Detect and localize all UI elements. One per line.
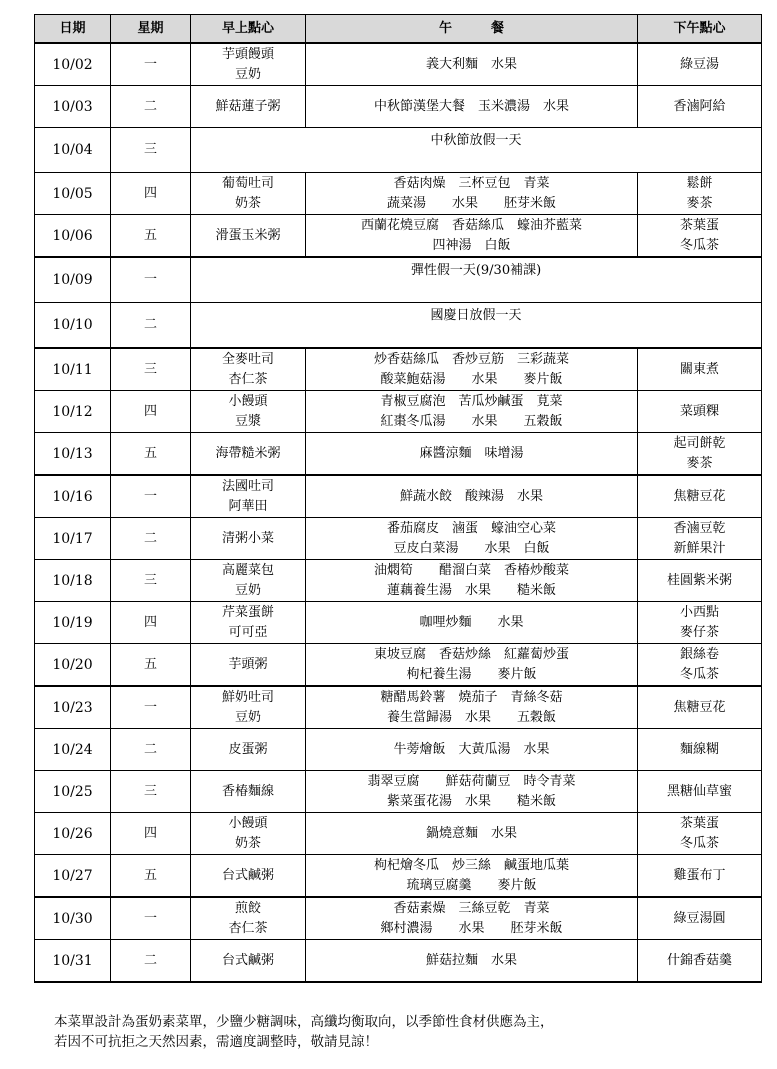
snack-cell: 黑糖仙草蜜 [638,771,762,813]
header-breakfast: 早上點心 [191,15,306,44]
menu-body [35,43,762,982]
footer-notes [54,1012,554,1052]
date-cell: 10/04 [35,128,111,173]
breakfast-cell: 香椿麵線 [191,771,306,813]
weekday-cell: 一 [111,475,191,518]
header-snack: 下午點心 [638,15,762,44]
date-cell: 10/13 [35,433,111,476]
lunch-cell: 麻醬涼麵 味增湯 [306,433,638,476]
breakfast-cell: 清粥小菜 [191,518,306,560]
snack-cell: 起司餅乾 麥茶 [638,433,762,476]
header-date: 日期 [35,15,111,44]
snack-cell: 焦糖豆花 [638,475,762,518]
date-cell: 10/18 [35,560,111,602]
breakfast-cell: 鮮奶吐司 豆奶 [191,686,306,729]
date-cell: 10/24 [35,729,111,771]
weekday-cell: 二 [111,729,191,771]
weekday-cell: 三 [111,128,191,173]
weekday-cell: 一 [111,686,191,729]
table-row [35,644,762,687]
table-row [35,729,762,771]
lunch-cell: 炒香菇絲瓜 香炒豆筋 三彩蔬菜 酸菜鮑菇湯 水果 麥片飯 [306,348,638,391]
date-cell: 10/05 [35,173,111,215]
snack-cell: 桂圓紫米粥 [638,560,762,602]
snack-cell: 茶葉蛋 冬瓜茶 [638,813,762,855]
snack-cell: 茶葉蛋 冬瓜茶 [638,215,762,258]
lunch-cell: 油燜筍 醋溜白菜 香椿炒酸菜 蓮藕養生湯 水果 糙米飯 [306,560,638,602]
header-weekday: 星期 [111,15,191,44]
lunch-cell: 義大利麵 水果 [306,43,638,86]
snack-cell: 什錦香菇羹 [638,940,762,983]
lunch-cell: 翡翠豆腐 鮮菇荷蘭豆 時令青菜 紫菜蛋花湯 水果 糙米飯 [306,771,638,813]
breakfast-cell: 芋頭饅頭 豆奶 [191,43,306,86]
date-cell: 10/26 [35,813,111,855]
table-row [35,215,762,258]
snack-cell: 菜頭粿 [638,391,762,433]
weekday-cell: 一 [111,257,191,303]
lunch-cell: 香菇素燥 三絲豆乾 青菜 鄉村濃湯 水果 胚芽米飯 [306,897,638,940]
breakfast-cell: 鮮菇蓮子粥 [191,86,306,128]
date-cell: 10/11 [35,348,111,391]
breakfast-cell: 皮蛋粥 [191,729,306,771]
table-row [35,128,762,173]
lunch-cell: 中秋節漢堡大餐 玉米濃湯 水果 [306,86,638,128]
snack-cell: 綠豆湯 [638,43,762,86]
lunch-cell: 糖醋馬鈴薯 燒茄子 青絲冬菇 養生當歸湯 水果 五穀飯 [306,686,638,729]
weekday-cell: 三 [111,771,191,813]
date-cell: 10/17 [35,518,111,560]
lunch-cell: 番茄腐皮 滷蛋 蠔油空心菜 豆皮白菜湯 水果 白飯 [306,518,638,560]
lunch-cell: 咖哩炒麵 水果 [306,602,638,644]
header-row [35,15,762,44]
weekday-cell: 五 [111,644,191,687]
breakfast-cell: 芹菜蛋餅 可可亞 [191,602,306,644]
table-row [35,897,762,940]
breakfast-cell: 煎餃 杏仁茶 [191,897,306,940]
table-row [35,686,762,729]
breakfast-cell: 葡萄吐司 奶茶 [191,173,306,215]
snack-cell: 綠豆湯圓 [638,897,762,940]
date-cell: 10/25 [35,771,111,813]
table-row [35,86,762,128]
table-row [35,813,762,855]
lunch-cell: 香菇肉燥 三杯豆包 青菜 蔬菜湯 水果 胚芽米飯 [306,173,638,215]
holiday-cell: 國慶日放假一天 [191,303,762,349]
weekday-cell: 五 [111,855,191,898]
weekday-cell: 四 [111,813,191,855]
menu-table [34,14,762,983]
snack-cell: 小西點 麥仔茶 [638,602,762,644]
holiday-cell: 彈性假一天(9/30補課) [191,257,762,303]
breakfast-cell: 海帶糙米粥 [191,433,306,476]
table-row [35,560,762,602]
date-cell: 10/27 [35,855,111,898]
footer-note-line2: 若因不可抗拒之天然因素，需適度調整時，敬請見諒！ [54,1034,378,1050]
snack-cell: 焦糖豆花 [638,686,762,729]
date-cell: 10/06 [35,215,111,258]
date-cell: 10/19 [35,602,111,644]
breakfast-cell: 全麥吐司 杏仁茶 [191,348,306,391]
table-row [35,43,762,86]
breakfast-cell: 小饅頭 豆漿 [191,391,306,433]
lunch-cell: 青椒豆腐泡 苦瓜炒鹹蛋 莧菜 紅棗冬瓜湯 水果 五穀飯 [306,391,638,433]
breakfast-cell: 滑蛋玉米粥 [191,215,306,258]
snack-cell: 銀絲卷 冬瓜茶 [638,644,762,687]
date-cell: 10/23 [35,686,111,729]
table-row [35,475,762,518]
snack-cell: 鬆餅 麥茶 [638,173,762,215]
date-cell: 10/02 [35,43,111,86]
weekday-cell: 二 [111,940,191,983]
breakfast-cell: 台式鹹粥 [191,940,306,983]
table-row [35,940,762,983]
date-cell: 10/09 [35,257,111,303]
lunch-cell: 鮮蔬水餃 酸辣湯 水果 [306,475,638,518]
table-row [35,602,762,644]
breakfast-cell: 小饅頭 奶茶 [191,813,306,855]
weekday-cell: 四 [111,173,191,215]
weekday-cell: 一 [111,43,191,86]
weekday-cell: 五 [111,215,191,258]
date-cell: 10/03 [35,86,111,128]
date-cell: 10/30 [35,897,111,940]
lunch-cell: 鍋燒意麵 水果 [306,813,638,855]
weekday-cell: 五 [111,433,191,476]
date-cell: 10/31 [35,940,111,983]
weekday-cell: 二 [111,303,191,349]
snack-cell: 香滷豆乾 新鮮果汁 [638,518,762,560]
table-row [35,518,762,560]
table-row [35,391,762,433]
header-lunch: 午 餐 [306,15,638,44]
table-row [35,433,762,476]
breakfast-cell: 芋頭粥 [191,644,306,687]
weekday-cell: 三 [111,560,191,602]
snack-cell: 雞蛋布丁 [638,855,762,898]
weekday-cell: 四 [111,602,191,644]
date-cell: 10/20 [35,644,111,687]
table-row [35,257,762,303]
weekday-cell: 四 [111,391,191,433]
weekday-cell: 一 [111,897,191,940]
holiday-cell: 中秋節放假一天 [191,128,762,173]
lunch-cell: 鮮菇拉麵 水果 [306,940,638,983]
snack-cell: 香滷阿給 [638,86,762,128]
breakfast-cell: 高麗菜包 豆奶 [191,560,306,602]
table-row [35,855,762,898]
table-row [35,348,762,391]
table-row [35,303,762,349]
weekday-cell: 三 [111,348,191,391]
snack-cell: 麵線糊 [638,729,762,771]
lunch-cell: 西蘭花燒豆腐 香菇絲瓜 蠔油芥藍菜 四神湯 白飯 [306,215,638,258]
lunch-cell: 東坡豆腐 香菇炒絲 紅蘿蔔炒蛋 枸杞養生湯 麥片飯 [306,644,638,687]
date-cell: 10/10 [35,303,111,349]
weekday-cell: 二 [111,518,191,560]
table-row [35,173,762,215]
weekday-cell: 二 [111,86,191,128]
date-cell: 10/12 [35,391,111,433]
breakfast-cell: 台式鹹粥 [191,855,306,898]
lunch-cell: 枸杞燴冬瓜 炒三絲 鹹蛋地瓜葉 琉璃豆腐羹 麥片飯 [306,855,638,898]
breakfast-cell: 法國吐司 阿華田 [191,475,306,518]
date-cell: 10/16 [35,475,111,518]
lunch-cell: 牛蒡燴飯 大黃瓜湯 水果 [306,729,638,771]
table-row [35,771,762,813]
snack-cell: 關東煮 [638,348,762,391]
footer-note-line1: 本菜單設計為蛋奶素菜單，少鹽少糖調味，高纖均衡取向，以季節性食材供應為主， [54,1014,554,1030]
